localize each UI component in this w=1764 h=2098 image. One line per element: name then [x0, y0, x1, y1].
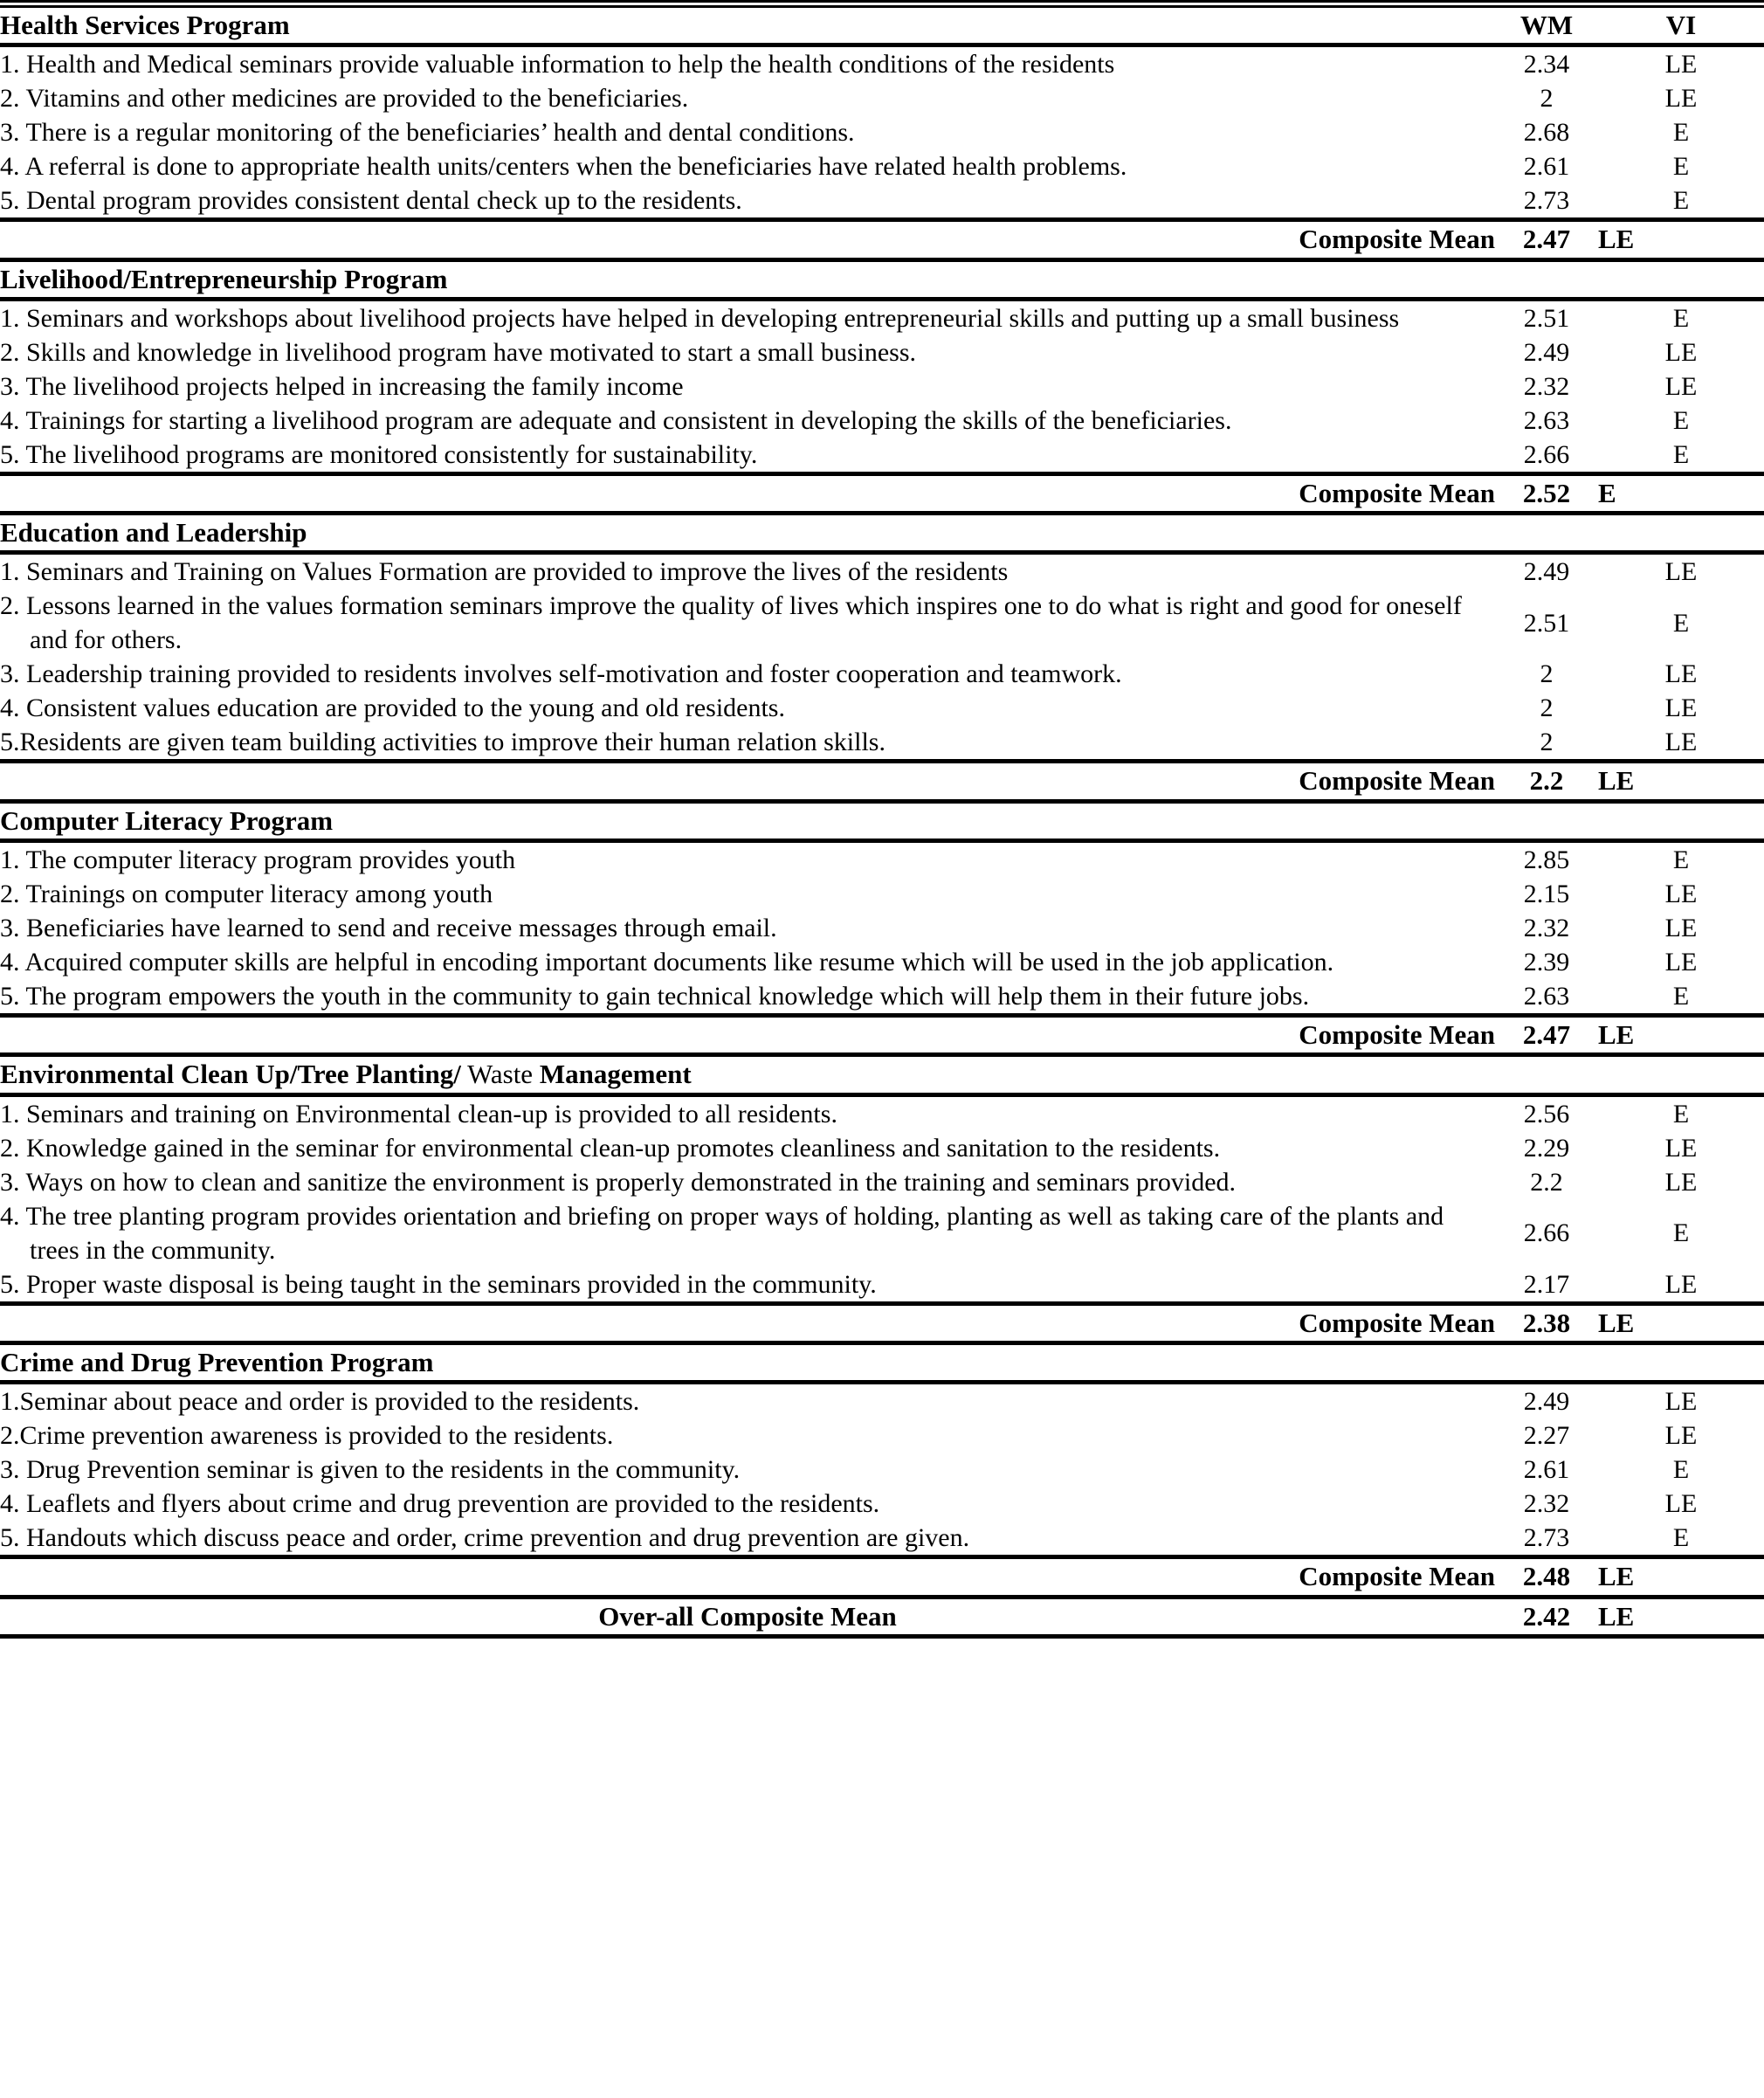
- verbal-interpretation-value: LE: [1664, 914, 1698, 943]
- statement-text: 4. Trainings for starting a livelihood program are adequate and consistent in developing the skills of the beneficiaries.: [0, 405, 1232, 435]
- composite-mean-row: [0, 473, 1764, 513]
- table-row: [0, 438, 1764, 474]
- statement-cell: [0, 979, 1495, 1016]
- verbal-interpretation-value: LE: [1664, 1167, 1698, 1197]
- statement-cell: [0, 404, 1495, 438]
- table-row: [0, 1383, 1764, 1419]
- table-row: [0, 149, 1764, 183]
- verbal-interpretation-value: E: [1598, 438, 1764, 474]
- statement-cell: [0, 1383, 1495, 1419]
- statement-text: 2. Skills and knowledge in livelihood program have motivated to start a small business.: [0, 337, 917, 367]
- composite-mean-row: [0, 1557, 1764, 1597]
- verbal-interpretation-value: LE: [1664, 1133, 1698, 1163]
- section-header-row: [0, 801, 1764, 840]
- overall-composite-mean-value: 2.42: [1495, 1597, 1598, 1636]
- table-row: [0, 589, 1764, 657]
- statement-cell: [0, 1453, 1495, 1487]
- statement-text: 3. There is a regular monitoring of the beneficiaries’ health and dental conditions.: [0, 118, 855, 148]
- statement-cell: [0, 115, 1495, 149]
- table-row: [0, 115, 1764, 149]
- column-header-vi: VI: [1598, 4, 1764, 45]
- statement-text: 5. Dental program provides consistent dental check up to the residents.: [0, 186, 742, 216]
- composite-mean-value: 2.47: [1495, 220, 1598, 259]
- statement-cell: [0, 45, 1495, 82]
- statement-cell: [0, 725, 1495, 762]
- table-row: [0, 691, 1764, 725]
- statement-text: 4. The tree planting program provides orientation and briefing on proper ways of holding, planting as well as taking care of the plants and trees in the community.: [0, 1201, 1444, 1265]
- statement-cell: [0, 299, 1495, 335]
- statement-text: 1. The computer literacy program provides youth: [0, 845, 516, 875]
- table-row: [0, 1094, 1764, 1131]
- verbal-interpretation-value: LE: [1664, 1387, 1698, 1417]
- weighted-mean-value: 2.66: [1523, 1218, 1570, 1248]
- section-title-part-bold-suffix: Management: [539, 1059, 692, 1090]
- composite-mean-value: 2.47: [1495, 1016, 1598, 1055]
- weighted-mean-value: 2.63: [1523, 405, 1570, 435]
- composite-mean-label: Composite Mean: [0, 1303, 1495, 1342]
- composite-mean-interpretation: LE: [1598, 1016, 1764, 1055]
- table-row: [0, 404, 1764, 438]
- table-row: [0, 299, 1764, 335]
- weighted-mean-value: 2.61: [1523, 1455, 1570, 1485]
- statement-cell: [0, 81, 1495, 115]
- statement-text: 2.Crime prevention awareness is provided to the residents.: [0, 1421, 614, 1451]
- statement-cell: [0, 1487, 1495, 1521]
- section-header-row: [0, 1342, 1764, 1382]
- section-title-environmental: [0, 1055, 1764, 1094]
- table-row: [0, 657, 1764, 691]
- verbal-interpretation-value: LE: [1664, 50, 1698, 79]
- verbal-interpretation-value: LE: [1664, 659, 1698, 689]
- statement-text: 5. Proper waste disposal is being taught in the seminars provided in the community.: [0, 1269, 877, 1299]
- statement-cell: [0, 1165, 1495, 1199]
- composite-mean-interpretation: LE: [1598, 1303, 1764, 1342]
- weighted-mean-value: 2.49: [1523, 337, 1570, 367]
- verbal-interpretation-value: LE: [1664, 337, 1698, 367]
- composite-mean-value: 2.52: [1495, 473, 1598, 513]
- statement-text: 2. Trainings on computer literacy among youth: [0, 880, 493, 909]
- composite-mean-label: Composite Mean: [0, 220, 1495, 259]
- weighted-mean-value: 2.49: [1523, 557, 1570, 587]
- weighted-mean-value: 2.34: [1523, 50, 1570, 79]
- table-row: [0, 553, 1764, 590]
- table-row: [0, 1521, 1764, 1557]
- verbal-interpretation-value: LE: [1664, 1421, 1698, 1451]
- verbal-interpretation-value: E: [1672, 118, 1690, 148]
- statement-cell: [0, 1521, 1495, 1557]
- composite-mean-row: [0, 1303, 1764, 1342]
- weighted-mean-value: 2.32: [1523, 1489, 1570, 1519]
- verbal-interpretation-value: E: [1598, 979, 1764, 1016]
- statement-text: 5. The livelihood programs are monitored consistently for sustainability.: [0, 439, 758, 469]
- statement-cell: [0, 335, 1495, 369]
- statement-cell: [0, 553, 1495, 590]
- verbal-interpretation-value: E: [1672, 405, 1690, 435]
- verbal-interpretation-value: LE: [1664, 84, 1698, 114]
- weighted-mean-value: 2.17: [1495, 1267, 1598, 1304]
- statement-text: 4. A referral is done to appropriate health units/centers when the beneficiaries have related health problems.: [0, 152, 1127, 182]
- table-row: [0, 725, 1764, 762]
- table-row: [0, 1131, 1764, 1165]
- weighted-mean-value: 2.51: [1523, 303, 1570, 333]
- statement-text: 2. Vitamins and other medicines are provided to the beneficiaries.: [0, 84, 689, 114]
- statement-cell: [0, 877, 1495, 911]
- statement-text: 3. Leadership training provided to residents involves self-motivation and foster cooperation and teamwork.: [0, 659, 1122, 689]
- weighted-mean-value: 2.2: [1530, 1167, 1563, 1197]
- statement-text: 5. The program empowers the youth in the community to gain technical knowledge which will help them in their future jobs.: [0, 982, 1310, 1011]
- table-row: [0, 841, 1764, 878]
- statement-text: 3. Ways on how to clean and sanitize the environment is properly demonstrated in the training and seminars provided.: [0, 1167, 1237, 1197]
- weighted-mean-value: 2.29: [1523, 1133, 1570, 1163]
- verbal-interpretation-value: LE: [1664, 948, 1698, 977]
- statement-cell: [0, 841, 1495, 878]
- composite-mean-row: [0, 220, 1764, 259]
- statement-cell: [0, 589, 1495, 657]
- statement-cell: [0, 1094, 1495, 1131]
- section-title-part-bold-prefix: Environmental Clean Up/Tree Planting/: [0, 1059, 461, 1090]
- verbal-interpretation-value: LE: [1664, 694, 1698, 723]
- weighted-mean-value: 2.85: [1523, 845, 1570, 875]
- composite-mean-label: Composite Mean: [0, 762, 1495, 801]
- composite-mean-interpretation: LE: [1598, 1557, 1764, 1597]
- section-title: Education and Leadership: [0, 514, 1764, 553]
- verbal-interpretation-value: E: [1598, 1521, 1764, 1557]
- verbal-interpretation-value: E: [1672, 1455, 1690, 1485]
- verbal-interpretation-value: LE: [1598, 725, 1764, 762]
- composite-mean-value: 2.2: [1495, 762, 1598, 801]
- overall-composite-mean-interpretation: LE: [1598, 1597, 1764, 1636]
- verbal-interpretation-value: LE: [1598, 1267, 1764, 1304]
- verbal-interpretation-value: LE: [1664, 880, 1698, 909]
- weighted-mean-value: 2.61: [1523, 152, 1570, 182]
- statement-text: 1. Seminars and training on Environmental clean-up is provided to all residents.: [0, 1099, 837, 1128]
- section-title: Livelihood/Entrepreneurship Program: [0, 259, 1764, 299]
- composite-mean-interpretation: E: [1598, 473, 1764, 513]
- composite-mean-label: Composite Mean: [0, 473, 1495, 513]
- section-title-part-regular: Waste: [460, 1059, 540, 1090]
- composite-mean-interpretation: LE: [1598, 762, 1764, 801]
- weighted-mean-value: 2.66: [1495, 438, 1598, 474]
- weighted-mean-value: 2.49: [1523, 1387, 1570, 1417]
- statement-cell: [0, 657, 1495, 691]
- statement-cell: [0, 945, 1495, 979]
- verbal-interpretation-value: E: [1672, 845, 1690, 875]
- weighted-mean-value: 2.15: [1523, 880, 1570, 909]
- statement-cell: [0, 183, 1495, 220]
- section-title: Computer Literacy Program: [0, 801, 1764, 840]
- statement-cell: [0, 438, 1495, 474]
- verbal-interpretation-value: E: [1598, 183, 1764, 220]
- statement-text: 2. Lessons learned in the values formation seminars improve the quality of lives which inspires one to do what is right and good for oneself and for others.: [0, 591, 1462, 655]
- statement-cell: [0, 149, 1495, 183]
- statement-text: 5. Handouts which discuss peace and order, crime prevention and drug prevention are given.: [0, 1523, 970, 1553]
- table-row: [0, 369, 1764, 404]
- table-row: [0, 1165, 1764, 1199]
- verbal-interpretation-value: E: [1672, 1099, 1690, 1128]
- weighted-mean-value: 2: [1495, 725, 1598, 762]
- statement-cell: [0, 691, 1495, 725]
- table-row: [0, 1418, 1764, 1453]
- statement-text: 4. Acquired computer skills are helpful in encoding important documents like resume which will be used in the job application.: [0, 948, 1334, 977]
- statement-text: 1.Seminar about peace and order is provided to the residents.: [0, 1387, 640, 1417]
- table-row: [0, 1199, 1764, 1267]
- table-row: [0, 1487, 1764, 1521]
- weighted-mean-value: 2: [1540, 659, 1554, 689]
- overall-composite-mean-label: Over-all Composite Mean: [0, 1597, 1495, 1636]
- weighted-mean-value: 2.63: [1495, 979, 1598, 1016]
- table-body: [0, 4, 1764, 1637]
- composite-mean-interpretation: LE: [1598, 220, 1764, 259]
- verbal-interpretation-value: LE: [1664, 557, 1698, 587]
- statement-text: 3. Drug Prevention seminar is given to the residents in the community.: [0, 1455, 741, 1485]
- weighted-mean-value: 2: [1540, 694, 1554, 723]
- statement-cell: [0, 1267, 1495, 1304]
- statement-text: 2. Knowledge gained in the seminar for environmental clean-up promotes cleanliness and sanitation to the residents.: [0, 1133, 1221, 1163]
- statement-cell: [0, 911, 1495, 945]
- verbal-interpretation-value: E: [1672, 303, 1690, 333]
- table-row: [0, 1453, 1764, 1487]
- column-header-wm: WM: [1495, 4, 1598, 45]
- section-header-row: [0, 514, 1764, 553]
- table-row: [0, 979, 1764, 1016]
- weighted-mean-value: 2.32: [1523, 914, 1570, 943]
- table-row: [0, 911, 1764, 945]
- weighted-mean-value: 2.27: [1523, 1421, 1570, 1451]
- table-row: [0, 335, 1764, 369]
- verbal-interpretation-value: E: [1672, 608, 1690, 638]
- weighted-mean-value: 2.51: [1523, 608, 1570, 638]
- statement-cell: [0, 1418, 1495, 1453]
- statement-text: 1. Seminars and Training on Values Formation are provided to improve the lives of the residents: [0, 557, 1009, 587]
- statement-text: 3. Beneficiaries have learned to send and receive messages through email.: [0, 914, 777, 943]
- verbal-interpretation-value: LE: [1664, 371, 1698, 401]
- table-row: [0, 45, 1764, 82]
- section-header-row: [0, 259, 1764, 299]
- section-title: Crime and Drug Prevention Program: [0, 1342, 1764, 1382]
- composite-mean-value: 2.38: [1495, 1303, 1598, 1342]
- statement-text: 1. Health and Medical seminars provide valuable information to help the health conditions of the residents: [0, 50, 1115, 79]
- table-row: [0, 877, 1764, 911]
- composite-mean-label: Composite Mean: [0, 1016, 1495, 1055]
- overall-composite-mean-row: [0, 1597, 1764, 1636]
- table-row: [0, 1267, 1764, 1304]
- statement-text: 5.Residents are given team building activities to improve their human relation skills.: [0, 728, 885, 757]
- statement-text: 3. The livelihood projects helped in increasing the family income: [0, 371, 684, 401]
- statement-cell: [0, 369, 1495, 404]
- statement-cell: [0, 1131, 1495, 1165]
- statement-cell: [0, 1199, 1495, 1267]
- weighted-mean-value: 2.73: [1495, 183, 1598, 220]
- section-title-health-services: Health Services Program: [0, 4, 1495, 45]
- weighted-mean-value: 2: [1540, 84, 1554, 114]
- table-header-row: [0, 4, 1764, 45]
- section-header-row: [0, 1055, 1764, 1094]
- verbal-interpretation-value: E: [1672, 1218, 1690, 1248]
- weighted-mean-value: 2.68: [1523, 118, 1570, 148]
- weighted-mean-value: 2.56: [1523, 1099, 1570, 1128]
- verbal-interpretation-value: E: [1672, 152, 1690, 182]
- composite-mean-row: [0, 1016, 1764, 1055]
- verbal-interpretation-value: LE: [1664, 1489, 1698, 1519]
- table-row: [0, 183, 1764, 220]
- statement-text: 1. Seminars and workshops about livelihood projects have helped in developing entrepreneurial skills and putting up a small business: [0, 303, 1400, 333]
- composite-mean-label: Composite Mean: [0, 1557, 1495, 1597]
- weighted-mean-value: 2.39: [1523, 948, 1570, 977]
- weighted-mean-value: 2.32: [1523, 371, 1570, 401]
- table-row: [0, 945, 1764, 979]
- composite-mean-row: [0, 762, 1764, 801]
- table-row: [0, 81, 1764, 115]
- statement-text: 4. Leaflets and flyers about crime and drug prevention are provided to the residents.: [0, 1489, 880, 1519]
- statement-text: 4. Consistent values education are provided to the young and old residents.: [0, 694, 785, 723]
- composite-mean-value: 2.48: [1495, 1557, 1598, 1597]
- weighted-mean-value: 2.73: [1495, 1521, 1598, 1557]
